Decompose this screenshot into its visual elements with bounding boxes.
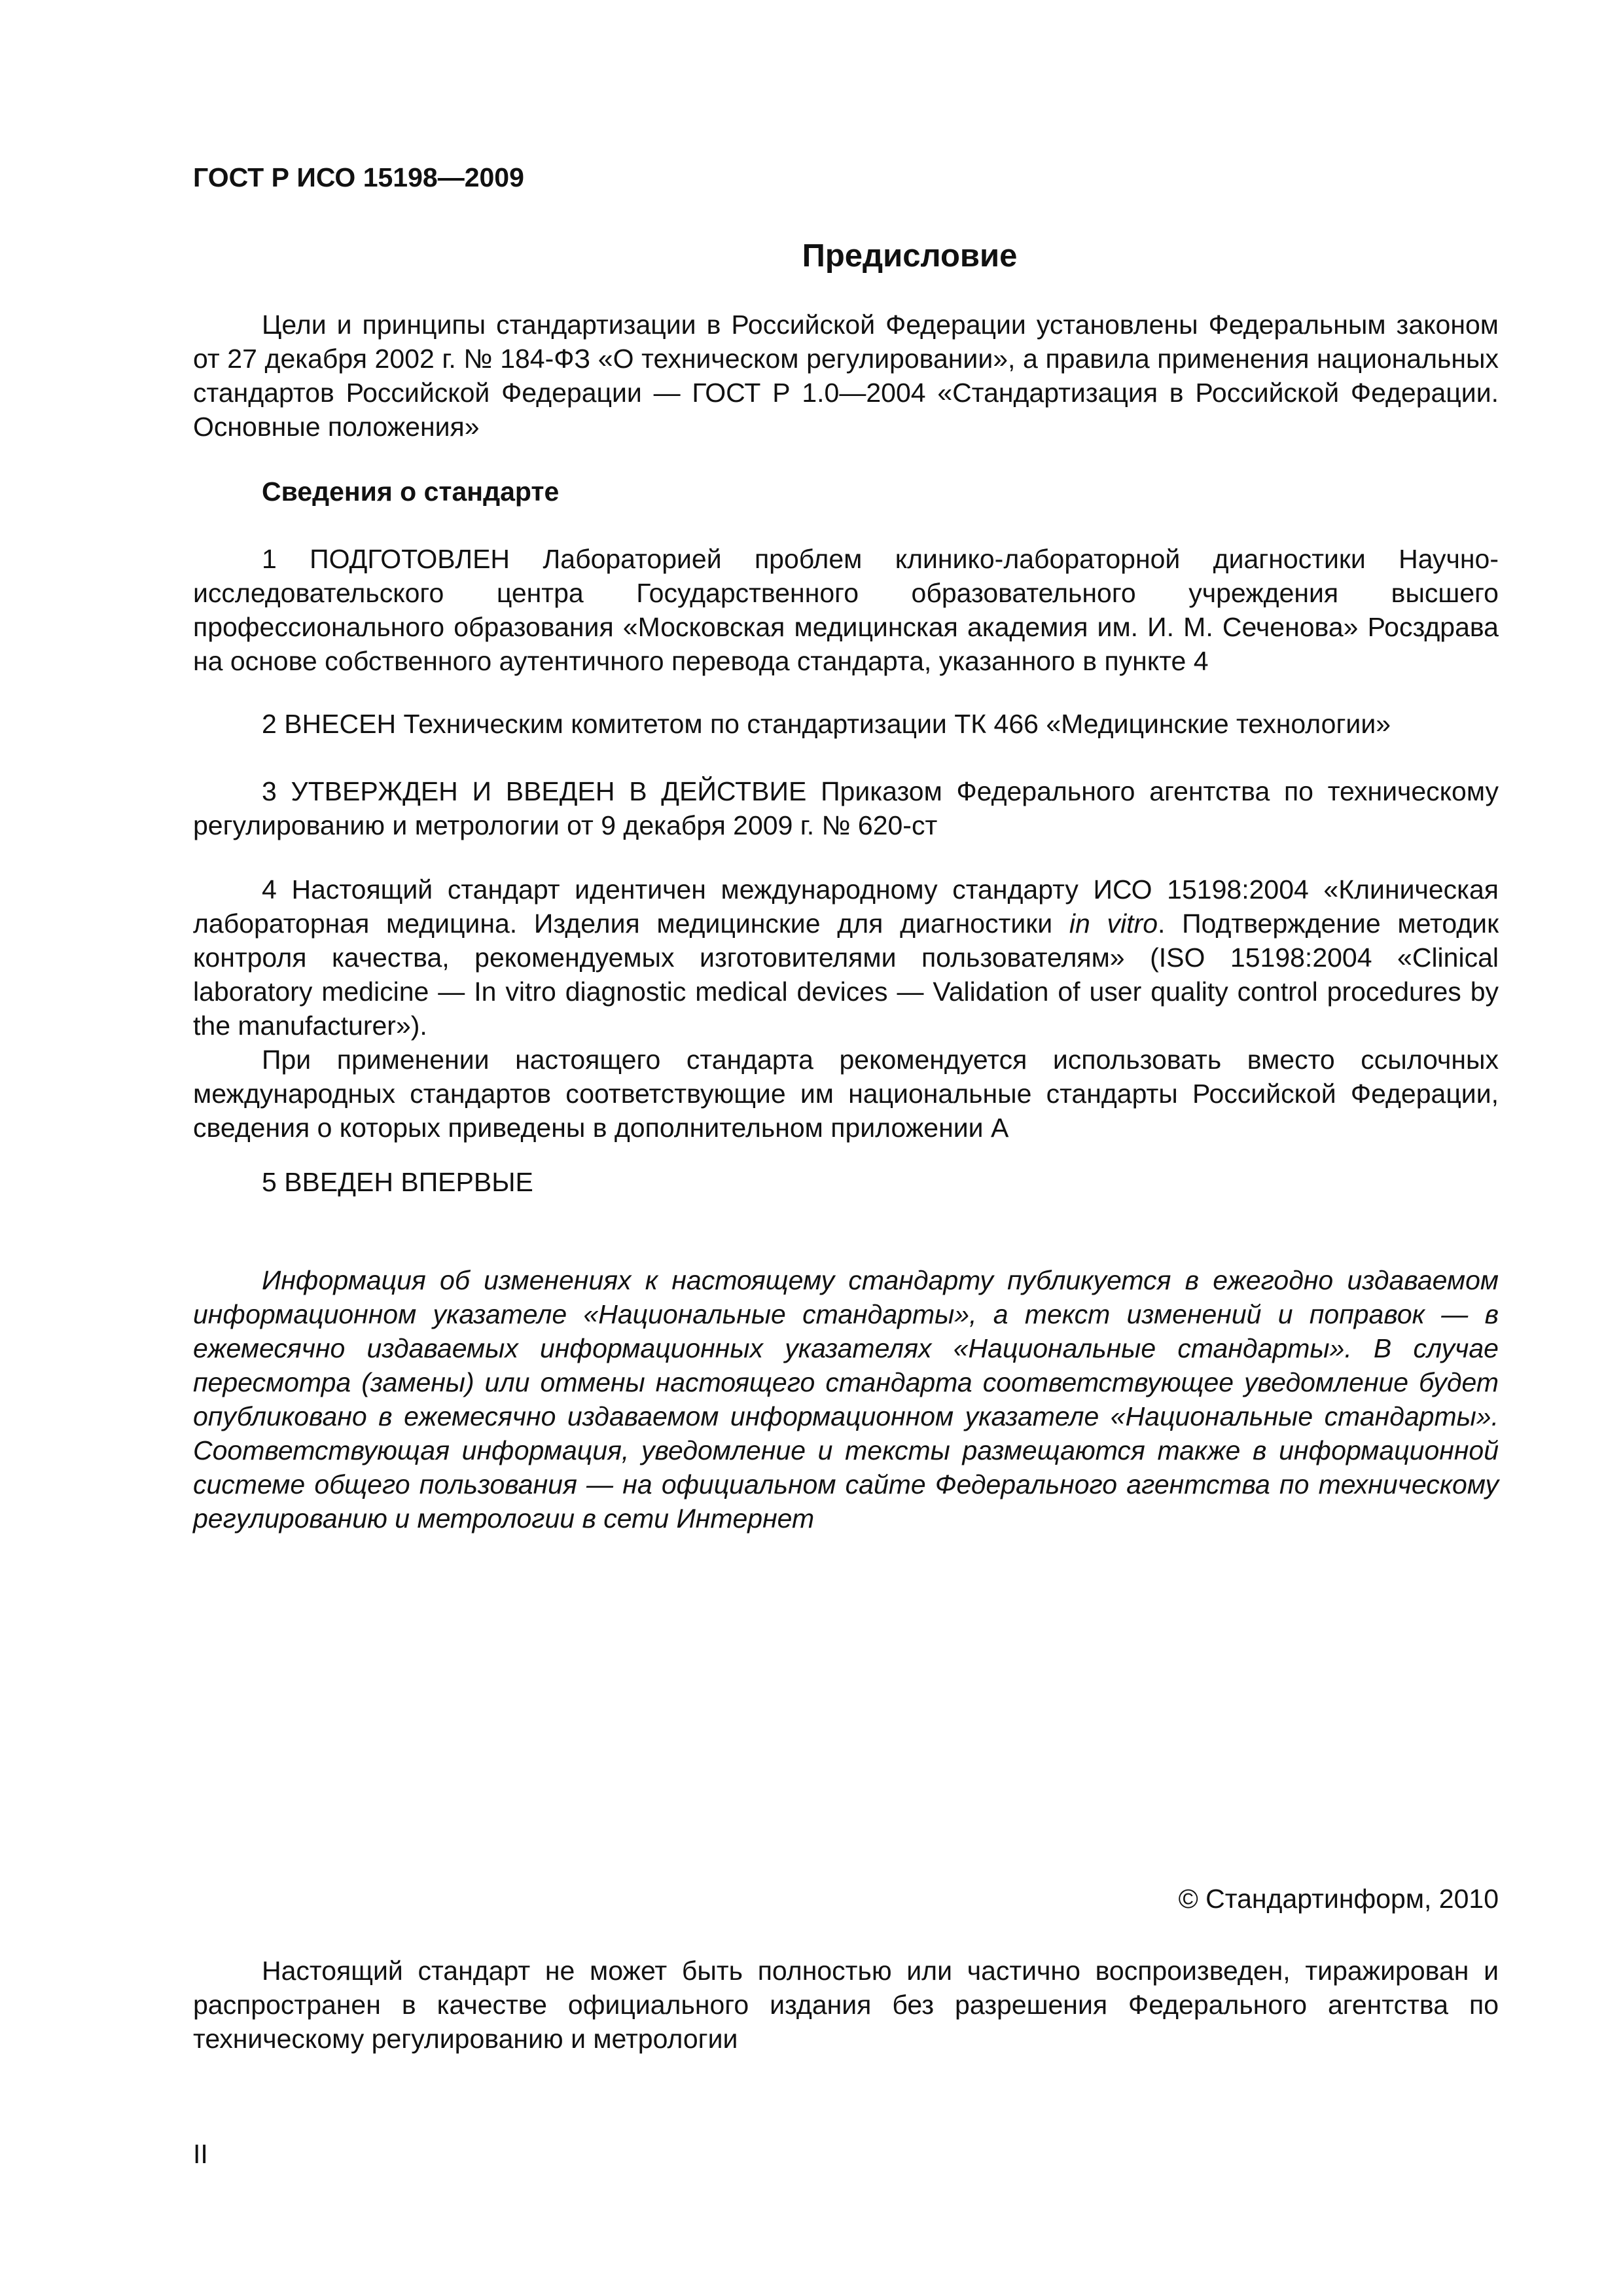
copyright-line: © Стандартинформ, 2010 <box>1178 1884 1499 1914</box>
item-identical-italic: in vitro <box>1069 908 1158 939</box>
foreword-intro-block <box>193 308 1499 444</box>
info-notice-block <box>193 1263 1499 1535</box>
item-approved: 3 УТВЕРЖДЕН И ВВЕДЕН В ДЕЙСТВИЕ Приказом Федерального агентства по техническому регулированию и метрологии от 9 декабря 2009 г. № 620-ст <box>193 776 1499 840</box>
item-first-introduced: 5 ВВЕДЕН ВПЕРВЫЕ <box>262 1167 533 1197</box>
document-code: ГОСТ Р ИСО 15198—2009 <box>193 162 524 192</box>
item-identical-note: При применении настоящего стандарта рекомендуется использовать вместо ссылочных международных стандартов соответствующие им национальные стандарты Российской Федерации, сведения о которых приведены в дополнительном приложении А <box>193 1045 1499 1143</box>
reproduction-notice: Настоящий стандарт не может быть полностью или частично воспроизведен, тиражирован и распространен в качестве официального издания без разрешения Федерального агентства по техническому регулированию и метрологии <box>193 1956 1499 2054</box>
standard-info-heading-block <box>193 475 1499 509</box>
item-identical <box>193 872 1499 1043</box>
item-1-block <box>193 542 1499 678</box>
reproduction-notice-block <box>193 1954 1499 2056</box>
foreword-title: Предисловие <box>802 238 1018 274</box>
item-2-block <box>193 707 1499 741</box>
item-5-block <box>193 1165 1499 1199</box>
standard-info-heading: Сведения о стандарте <box>262 476 560 507</box>
item-submitted: 2 ВНЕСЕН Техническим комитетом по стандартизации ТК 466 «Медицинские технологии» <box>262 709 1391 739</box>
page-number: II <box>193 2139 208 2169</box>
item-identical-text-start: 4 Настоящий стандарт идентичен международному стандарту ИСО 15198:2004 «Клиническая лабораторная медицина. Изделия медицинские для диагностики <box>193 874 1499 939</box>
item-prepared: 1 ПОДГОТОВЛЕН Лабораторией проблем клинико-лабораторной диагностики Научно-исследовательского центра Государственного образовательного учреждения высшего профессионального образования «Московская медицинская академия им. И. М. Сеченова» Росздрава на основе собственного аутентичного перевода стандарта, указанного в пункте 4 <box>193 544 1499 676</box>
item-4-block <box>193 872 1499 1145</box>
item-3-block <box>193 774 1499 842</box>
foreword-intro: Цели и принципы стандартизации в Российской Федерации установлены Федеральным законом от 27 декабря 2002 г. № 184-ФЗ «О техническом регулировании», а правила применения национальных стандартов Российской Федерации — ГОСТ Р 1.0—2004 «Стандартизация в Российской Федерации. Основные положения» <box>193 310 1499 442</box>
item-identical-text-end: . Подтверждение методик контроля качества, рекомендуемых изготовителями пользователям» (ISO 15198:2004 «Clinical laboratory medicine — In vitro diagnostic medical devices — Validation of user quality control procedures by the manufacturer»). <box>193 908 1499 1041</box>
info-notice: Информация об изменениях к настоящему стандарту публикуется в ежегодно издаваемом информационном указателе «Национальные стандарты», а текст изменений и поправок — в ежемесячно издаваемых информационных указателях «Национальные стандарты». В случае пересмотра (замены) или отмены настоящего стандарта соответствующее уведомление будет опубликовано в ежемесячно издаваемом информационном указателе «Национальные стандарты». Соответствующая информация, уведомление и тексты размещаются также в информационной системе общего пользования — на официальном сайте Федерального агентства по техническому регулированию и метрологии в сети Интернет <box>193 1265 1499 1534</box>
